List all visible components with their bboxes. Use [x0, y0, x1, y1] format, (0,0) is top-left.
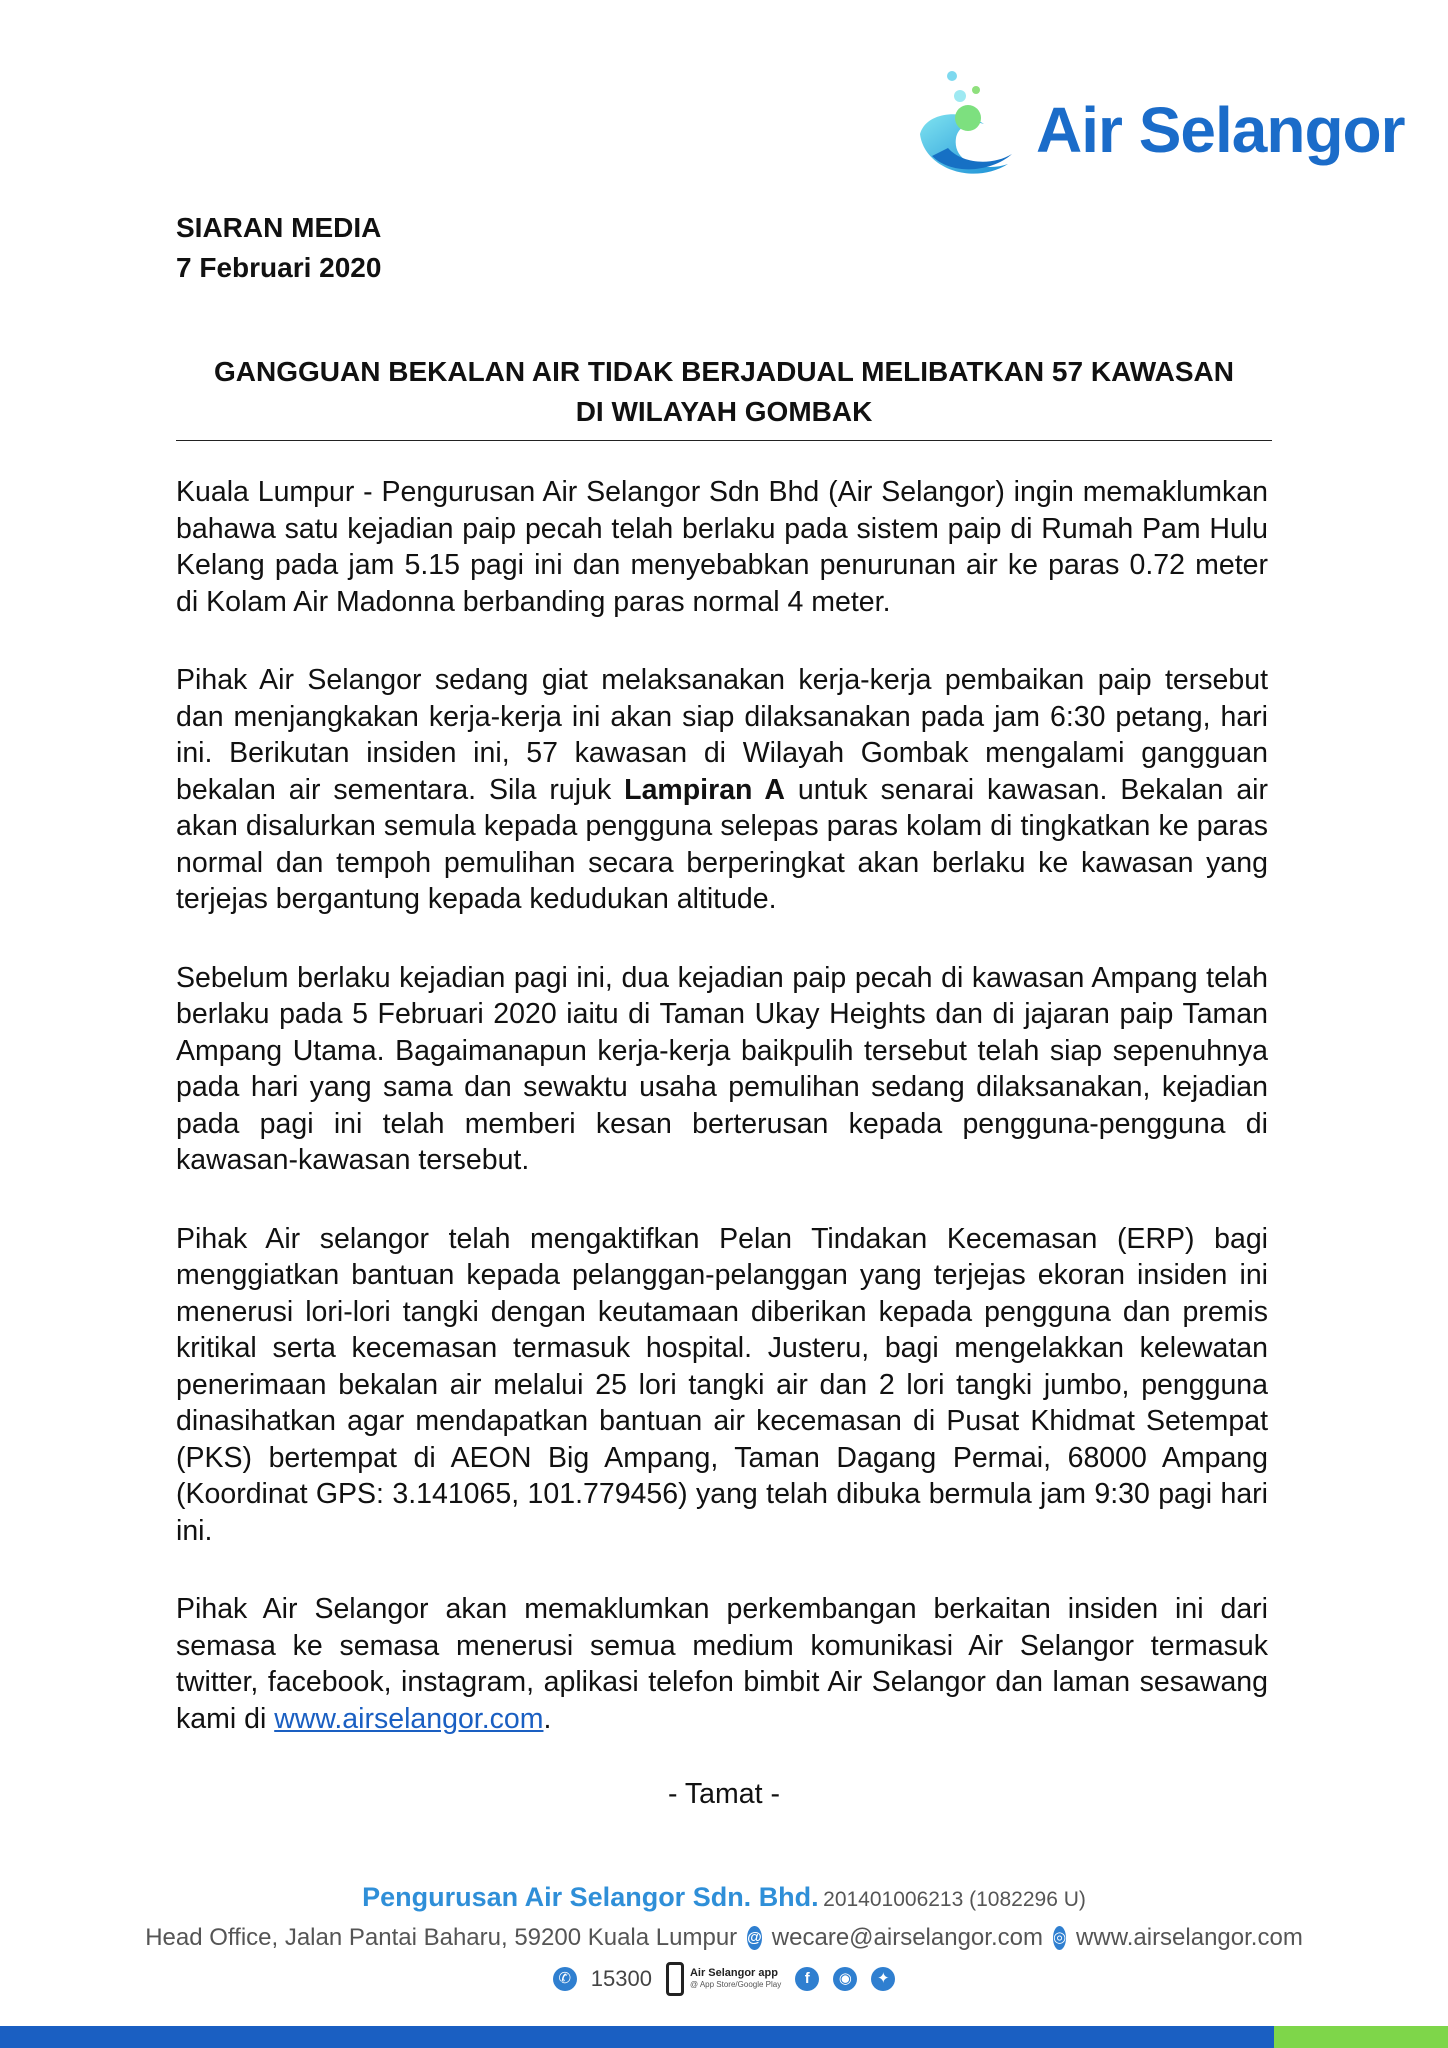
footer-hotline[interactable]: 15300 [590, 1966, 652, 1991]
water-drop-logo-icon [912, 68, 1036, 186]
release-date: 7 Februari 2020 [176, 252, 382, 283]
app-title: Air Selangor app [689, 1967, 778, 1979]
paragraph-3: Sebelum berlaku kejadian pagi ini, dua kejadian paip pecah di kawasan Ampang telah berlaku pada 5 Februari 2020 iaitu di Taman Ukay Heights dan di jajaran paip Taman Ampang Utama. Bagaimanapun kerja-kerja baikpulih tersebut telah siap sepenuhnya pada hari yang sama dan sewaktu usaha pemulihan sedang dilaksanakan, kejadian pada pagi ini telah memberi kesan berterusan kepada pengguna-pengguna di kawasan-kawasan tersebut. [176, 961, 1268, 1176]
facebook-icon[interactable]: f [795, 1967, 819, 1991]
paragraph-2-text-b: untuk senarai kawasan. Bekalan air akan disalurkan semula kepada pengguna selepas paras kolam di tingkatkan ke paras normal dan tempoh pemulihan secara berperingkat akan berlaku ke kawasan yang terjejas bergantung kepada kedudukan altitude. [176, 773, 1268, 915]
paragraph-2 [176, 662, 1268, 918]
paragraph-5-text-a: Pihak Air Selangor akan memaklumkan perkembangan berkaitan insiden ini dari semasa ke semasa menerusi semua medium komunikasi Air Selangor termasuk twitter, facebook, instagram, aplikasi telefon bimbit Air Selangor dan laman sesawang kami di [176, 1593, 1268, 1735]
paragraph-5-text-b: . [543, 1702, 552, 1735]
website-link[interactable]: www.airselangor.com [274, 1702, 544, 1735]
mobile-phone-icon [666, 1962, 684, 1996]
instagram-icon[interactable]: ◉ [833, 1967, 857, 1991]
footer-contact-line [145, 1924, 1303, 1952]
article-body [176, 474, 1268, 1779]
logo-text: Air Selangor [1036, 94, 1405, 166]
lampiran-a-reference: Lampiran A [624, 773, 785, 806]
paragraph-2-text-a: Pihak Air Selangor sedang giat melaksanakan kerja-kerja pembaikan paip tersebut dan menjangkakan kerja-kerja ini akan siap dilaksanakan pada jam 6:30 petang, hari ini. Berikutan insiden ini, 57 kawasan di Wilayah Gombak mengalami gangguan bekalan air sementara. Sila rujuk [176, 664, 1268, 806]
headline-line-1: GANGGUAN BEKALAN AIR TIDAK BERJADUAL MELIBATKAN 57 KAWASAN [214, 356, 1234, 387]
app-store-text: @ App Store/Google Play [689, 1980, 782, 1989]
footer-website[interactable]: www.airselangor.com [1076, 1924, 1303, 1951]
logo [912, 68, 1405, 188]
footer-company-name: Pengurusan Air Selangor Sdn. Bhd. [362, 1882, 819, 1912]
app-badge[interactable] [666, 1962, 781, 1996]
phone-icon: ✆ [553, 1967, 577, 1991]
footer-email[interactable]: wecare@airselangor.com [771, 1924, 1043, 1951]
footer-address: Head Office, Jalan Pantai Baharu, 59200 Kuala Lumpur [145, 1924, 738, 1951]
footer-company [0, 1882, 1448, 1913]
headline [176, 352, 1272, 441]
footer-color-bar [0, 2026, 1448, 2048]
release-label: SIARAN MEDIA [176, 212, 382, 243]
closing-marker: - Tamat - [668, 1778, 780, 1810]
globe-icon: ◎ [1053, 1926, 1066, 1950]
media-release-meta [176, 208, 381, 288]
paragraph-4: Pihak Air selangor telah mengaktifkan Pelan Tindakan Kecemasan (ERP) bagi menggiatkan bantuan kepada pelanggan-pelanggan yang terjejas ekoran insiden ini menerusi lori-lori tangki dengan keutamaan diberikan kepada pengguna dan premis kritikal serta kecemasan termasuk hospital. Justeru, bagi mengelakkan kelewatan penerimaan bekalan air melalui 25 lori tangki air dan 2 lori tangki jumbo, pengguna dinasihatkan agar mendapatkan bantuan air kecemasan di Pusat Khidmat Setempat (PKS) bertempat di AEON Big Ampang, Taman Dagang Permai, 68000 Ampang (Koordinat GPS: 3.141065, 101.779456) yang telah dibuka bermula jam 9:30 pagi hari ini. [176, 1222, 1268, 1547]
twitter-icon[interactable]: ✦ [871, 1967, 895, 1991]
footer-icons-row [0, 1962, 1448, 1996]
paragraph-5 [176, 1591, 1268, 1737]
footer-registration: 201401006213 (1082296 U) [823, 1888, 1086, 1911]
email-icon: @ [747, 1926, 762, 1950]
headline-line-2: DI WILAYAH GOMBAK [575, 396, 873, 427]
paragraph-1: Kuala Lumpur - Pengurusan Air Selangor Sdn Bhd (Air Selangor) ingin memaklumkan bahawa satu kejadian paip pecah telah berlaku pada sistem paip di Rumah Pam Hulu Kelang pada jam 5.15 pagi ini dan menyebabkan penurunan air ke paras 0.72 meter di Kolam Air Madonna berbanding paras normal 4 meter. [176, 476, 1268, 618]
